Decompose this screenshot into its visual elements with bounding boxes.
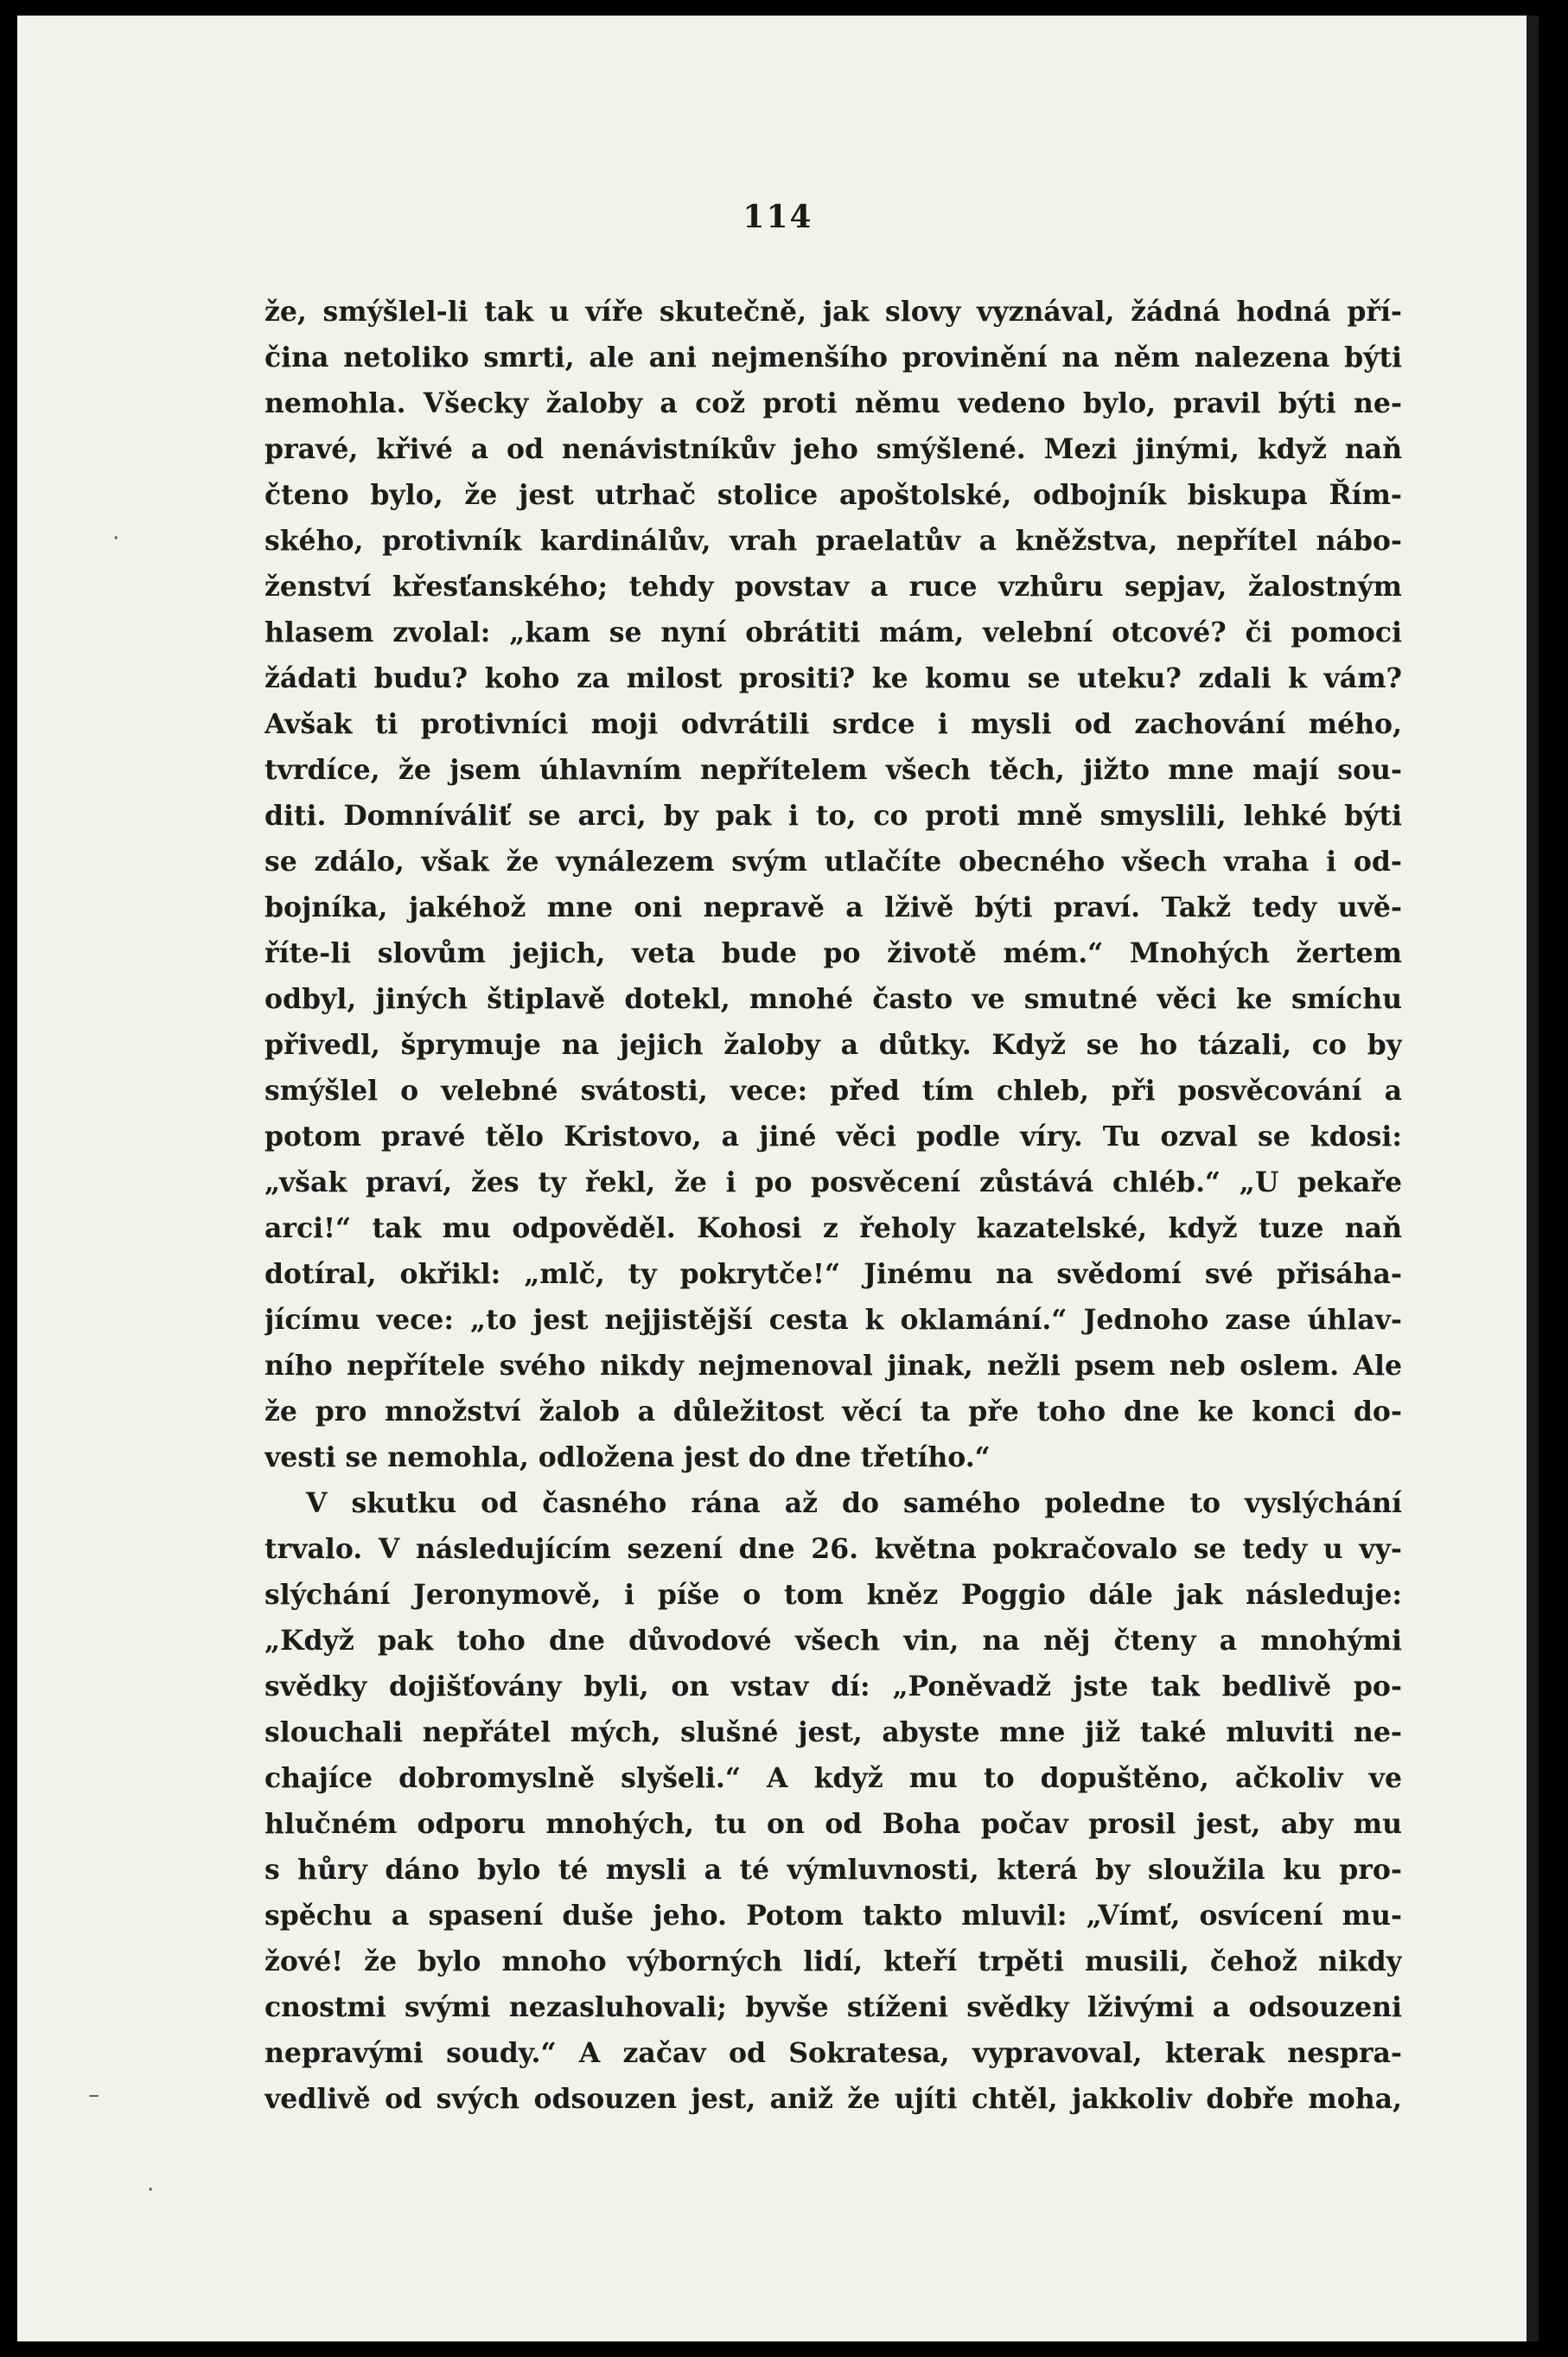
scan-edge xyxy=(1527,16,1539,2341)
text-line: jícímu vece: „to jest nejjistější cesta k oklamání.“ Jednoho zase úhlav- xyxy=(265,1304,1402,1336)
text-line: čteno bylo, že jest utrhač stolice apoštolské, odbojník biskupa Řím- xyxy=(265,479,1402,511)
text-line: se zdálo, však že vynálezem svým utlačíte obecného všech vraha i od- xyxy=(265,846,1402,878)
page-number: 114 xyxy=(743,199,813,235)
text-line: hlasem zvolal: „kam se nyní obrátiti mám, velební otcové? či pomoci xyxy=(265,616,1402,648)
text-line: hlučném odporu mnohých, tu on od Boha počav prosil jest, aby mu xyxy=(265,1808,1402,1840)
text-line: nepravými soudy.“ A začav od Sokratesa, vypravoval, kterak nespra- xyxy=(265,2037,1402,2069)
text-line: slýchání Jeronymově, i píše o tom kněz Poggio dále jak následuje: xyxy=(265,1579,1402,1611)
text-line: dotíral, okřikl: „mlč, ty pokrytče!“ Jinému na svědomí své přisáha- xyxy=(265,1258,1402,1290)
text-line: ženství křesťanského; tehdy povstav a ruce vzhůru sepjav, žalostným xyxy=(265,571,1402,603)
text-line: „Když pak toho dne důvodové všech vin, na něj čteny a mnohými xyxy=(265,1625,1402,1657)
text-line: arci!“ tak mu odpověděl. Kohosi z řeholy kazatelské, když tuze naň xyxy=(265,1212,1402,1244)
text-line: žádati budu? koho za milost prositi? ke komu se uteku? zdali k vám? xyxy=(265,662,1402,694)
scan-speck: · xyxy=(112,526,120,552)
text-line: nemohla. Všecky žaloby a což proti němu vedeno bylo, pravil býti ne- xyxy=(265,387,1402,419)
text-line: „však praví, žes ty řekl, že i po posvěcení zůstává chléb.“ „U pekaře xyxy=(265,1166,1402,1198)
paragraph-end-line: vesti se nemohla, odložena jest do dne třetího.“ xyxy=(265,1441,991,1473)
body-text xyxy=(265,289,1402,2122)
text-line: odbyl, jiných štiplavě dotekl, mnohé často ve smutné věci ke smíchu xyxy=(265,983,1402,1015)
text-line: bojníka, jakéhož mne oni nepravě a lživě býti praví. Takž tedy uvě- xyxy=(265,891,1402,923)
scan-speck: – xyxy=(88,2082,99,2108)
book-page xyxy=(17,16,1539,2341)
text-line: pravé, křivé a od nenávistníkův jeho smýšlené. Mezi jinými, když naň xyxy=(265,433,1402,465)
text-line: žové! že bylo mnoho výborných lidí, kteří trpěti musili, čehož nikdy xyxy=(265,1945,1402,1977)
text-line: Avšak ti protivníci moji odvrátili srdce i mysli od zachování mého, xyxy=(265,708,1402,740)
text-line: svědky dojišťovány byli, on vstav dí: „Poněvadž jste tak bedlivě po- xyxy=(265,1670,1402,1702)
text-line: tvrdíce, že jsem úhlavním nepřítelem všech těch, jižto mne mají sou- xyxy=(265,754,1402,786)
text-line: ního nepřítele svého nikdy nejmenoval jinak, nežli psem neb oslem. Ale xyxy=(265,1350,1402,1382)
text-line: cnostmi svými nezasluhovali; byvše stíženi svědky lživými a odsouzeni xyxy=(265,1991,1402,2023)
text-line: ského, protivník kardinálův, vrah praelatův a kněžstva, nepřítel nábo- xyxy=(265,525,1402,557)
text-line: spěchu a spasení duše jeho. Potom takto mluvil: „Vímť, osvícení mu- xyxy=(265,1900,1402,1932)
text-line: trvalo. V následujícím sezení dne 26. května pokračovalo se tedy u vy- xyxy=(265,1533,1402,1565)
text-line: že, smýšlel-li tak u víře skutečně, jak slovy vyznával, žádná hodná pří- xyxy=(265,296,1402,328)
text-line: přivedl, šprymuje na jejich žaloby a důtky. Když se ho tázali, co by xyxy=(265,1029,1402,1061)
text-line: smýšlel o velebné svátosti, vece: před tím chleb, při posvěcování a xyxy=(265,1075,1402,1107)
text-line: čina netoliko smrti, ale ani nejmenšího provinění na něm nalezena býti xyxy=(265,342,1402,374)
paragraph-start-line: V skutku od časného rána až do samého poledne to vyslýchání xyxy=(306,1487,1402,1519)
text-line: říte-li slovům jejich, veta bude po životě mém.“ Mnohých žertem xyxy=(265,937,1402,969)
text-line: chajíce dobromyslně slyšeli.“ A když mu to dopuštěno, ačkoliv ve xyxy=(265,1762,1402,1794)
text-line: diti. Domníváliť se arci, by pak i to, co proti mně smyslili, lehké býti xyxy=(265,800,1402,832)
text-line: že pro množství žalob a důležitost věcí ta pře toho dne ke konci do- xyxy=(265,1396,1402,1428)
text-line: potom pravé tělo Kristovo, a jiné věci podle víry. Tu ozval se kdosi: xyxy=(265,1121,1402,1153)
text-line: s hůry dáno bylo té mysli a té výmluvnosti, která by sloužila ku pro- xyxy=(265,1854,1402,1886)
text-line: vedlivě od svých odsouzen jest, aniž že ujíti chtěl, jakkoliv dobře moha, xyxy=(265,2083,1402,2115)
scan-speck: · xyxy=(147,2177,155,2203)
text-line: slouchali nepřátel mých, slušné jest, abyste mne již také mluviti ne- xyxy=(265,1716,1402,1748)
